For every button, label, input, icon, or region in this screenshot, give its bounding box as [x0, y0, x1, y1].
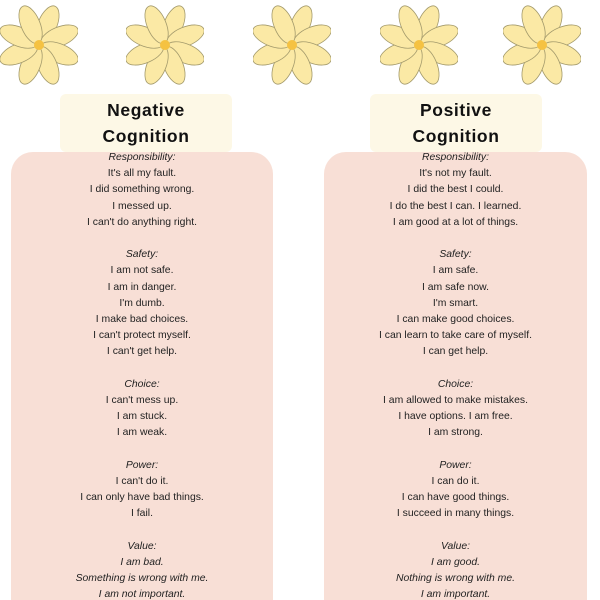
list-item: I am weak. — [116, 427, 168, 439]
list-item: It's all my fault. — [107, 168, 177, 180]
list-item: I can't do anything right. — [87, 216, 197, 228]
list-item: I am not important. — [98, 589, 186, 600]
spacer — [11, 522, 273, 538]
list-item: I can have good things. — [401, 491, 510, 503]
list-item: I'm dumb. — [119, 297, 165, 309]
list-item: I did the best I could. — [407, 184, 504, 196]
section-category: Choice: — [124, 378, 160, 390]
spacer — [11, 231, 273, 247]
list-item: I did something wrong. — [89, 184, 195, 196]
section-category: Value: — [440, 540, 471, 552]
list-item: I am important. — [420, 589, 491, 600]
list-item: I am good. — [430, 556, 481, 568]
list-item: I am stuck. — [116, 411, 168, 422]
section-category: Safety: — [439, 249, 472, 261]
list-item: I messed up. — [112, 200, 172, 212]
section-category: Safety: — [125, 249, 159, 261]
list-item: I am strong. — [428, 427, 483, 439]
spacer — [11, 360, 273, 376]
list-item: I am in danger. — [107, 281, 177, 293]
list-item: I can learn to take care of myself. — [378, 330, 533, 342]
negative-list — [11, 150, 273, 600]
section-category: Responsibility: — [422, 152, 489, 163]
list-item: I make bad choices. — [95, 313, 189, 325]
list-item: Nothing is wrong with me. — [396, 572, 515, 584]
flower-center — [287, 40, 297, 50]
flower-center — [34, 40, 44, 50]
daisy-flower-icon — [0, 0, 78, 92]
list-item: I am allowed to make mistakes. — [383, 394, 528, 406]
list-item: I can't get help. — [106, 346, 178, 358]
daisy-flower-icon — [503, 0, 581, 92]
list-item: I can't do it. — [115, 475, 169, 487]
list-item: I succeed in many things. — [396, 508, 515, 520]
flower-center — [537, 40, 547, 50]
list-item: I can only have bad things. — [80, 491, 204, 503]
section-category: Value: — [127, 540, 157, 552]
list-item: I do the best I can. I learned. — [389, 200, 522, 212]
positive-list — [324, 150, 587, 600]
positive-title-line1: Positive — [420, 100, 492, 120]
negative-title-line1: Negative — [107, 100, 185, 120]
list-item: Something is wrong with me. — [75, 572, 209, 584]
list-item: I can get help. — [422, 346, 489, 358]
spacer — [11, 441, 273, 457]
spacer — [324, 522, 587, 538]
section-category: Power: — [125, 459, 159, 471]
flower-center — [414, 40, 424, 50]
section-category: Responsibility: — [108, 152, 176, 163]
list-item: I am safe now. — [422, 281, 489, 293]
section-category: Power: — [439, 459, 472, 471]
spacer — [324, 441, 587, 457]
daisy-flower-icon — [380, 0, 458, 92]
spacer — [324, 231, 587, 247]
list-item: I am safe. — [432, 265, 479, 277]
negative-cognition-header — [60, 94, 232, 152]
section-category: Choice: — [437, 378, 474, 390]
list-item: I am bad. — [120, 556, 164, 568]
positive-cognition-header — [370, 94, 542, 152]
daisy-flower-icon — [126, 0, 204, 92]
list-item: I am good at a lot of things. — [392, 216, 519, 228]
daisy-flower-icon — [253, 0, 331, 92]
list-item: I can't mess up. — [105, 394, 179, 406]
list-item: I'm smart. — [432, 297, 479, 309]
list-item: I can make good choices. — [396, 313, 515, 325]
spacer — [324, 360, 587, 376]
list-item: I fail. — [131, 508, 153, 520]
flower-center — [160, 40, 170, 50]
negative-title-line2: Cognition — [102, 126, 190, 146]
list-item: It's not my fault. — [419, 168, 492, 180]
list-item: I can do it. — [431, 475, 480, 487]
positive-title-line2: Cognition — [412, 126, 500, 146]
list-item: I am not safe. — [110, 265, 174, 277]
list-item: I have options. I am free. — [398, 411, 513, 422]
list-item: I can't protect myself. — [93, 330, 191, 342]
